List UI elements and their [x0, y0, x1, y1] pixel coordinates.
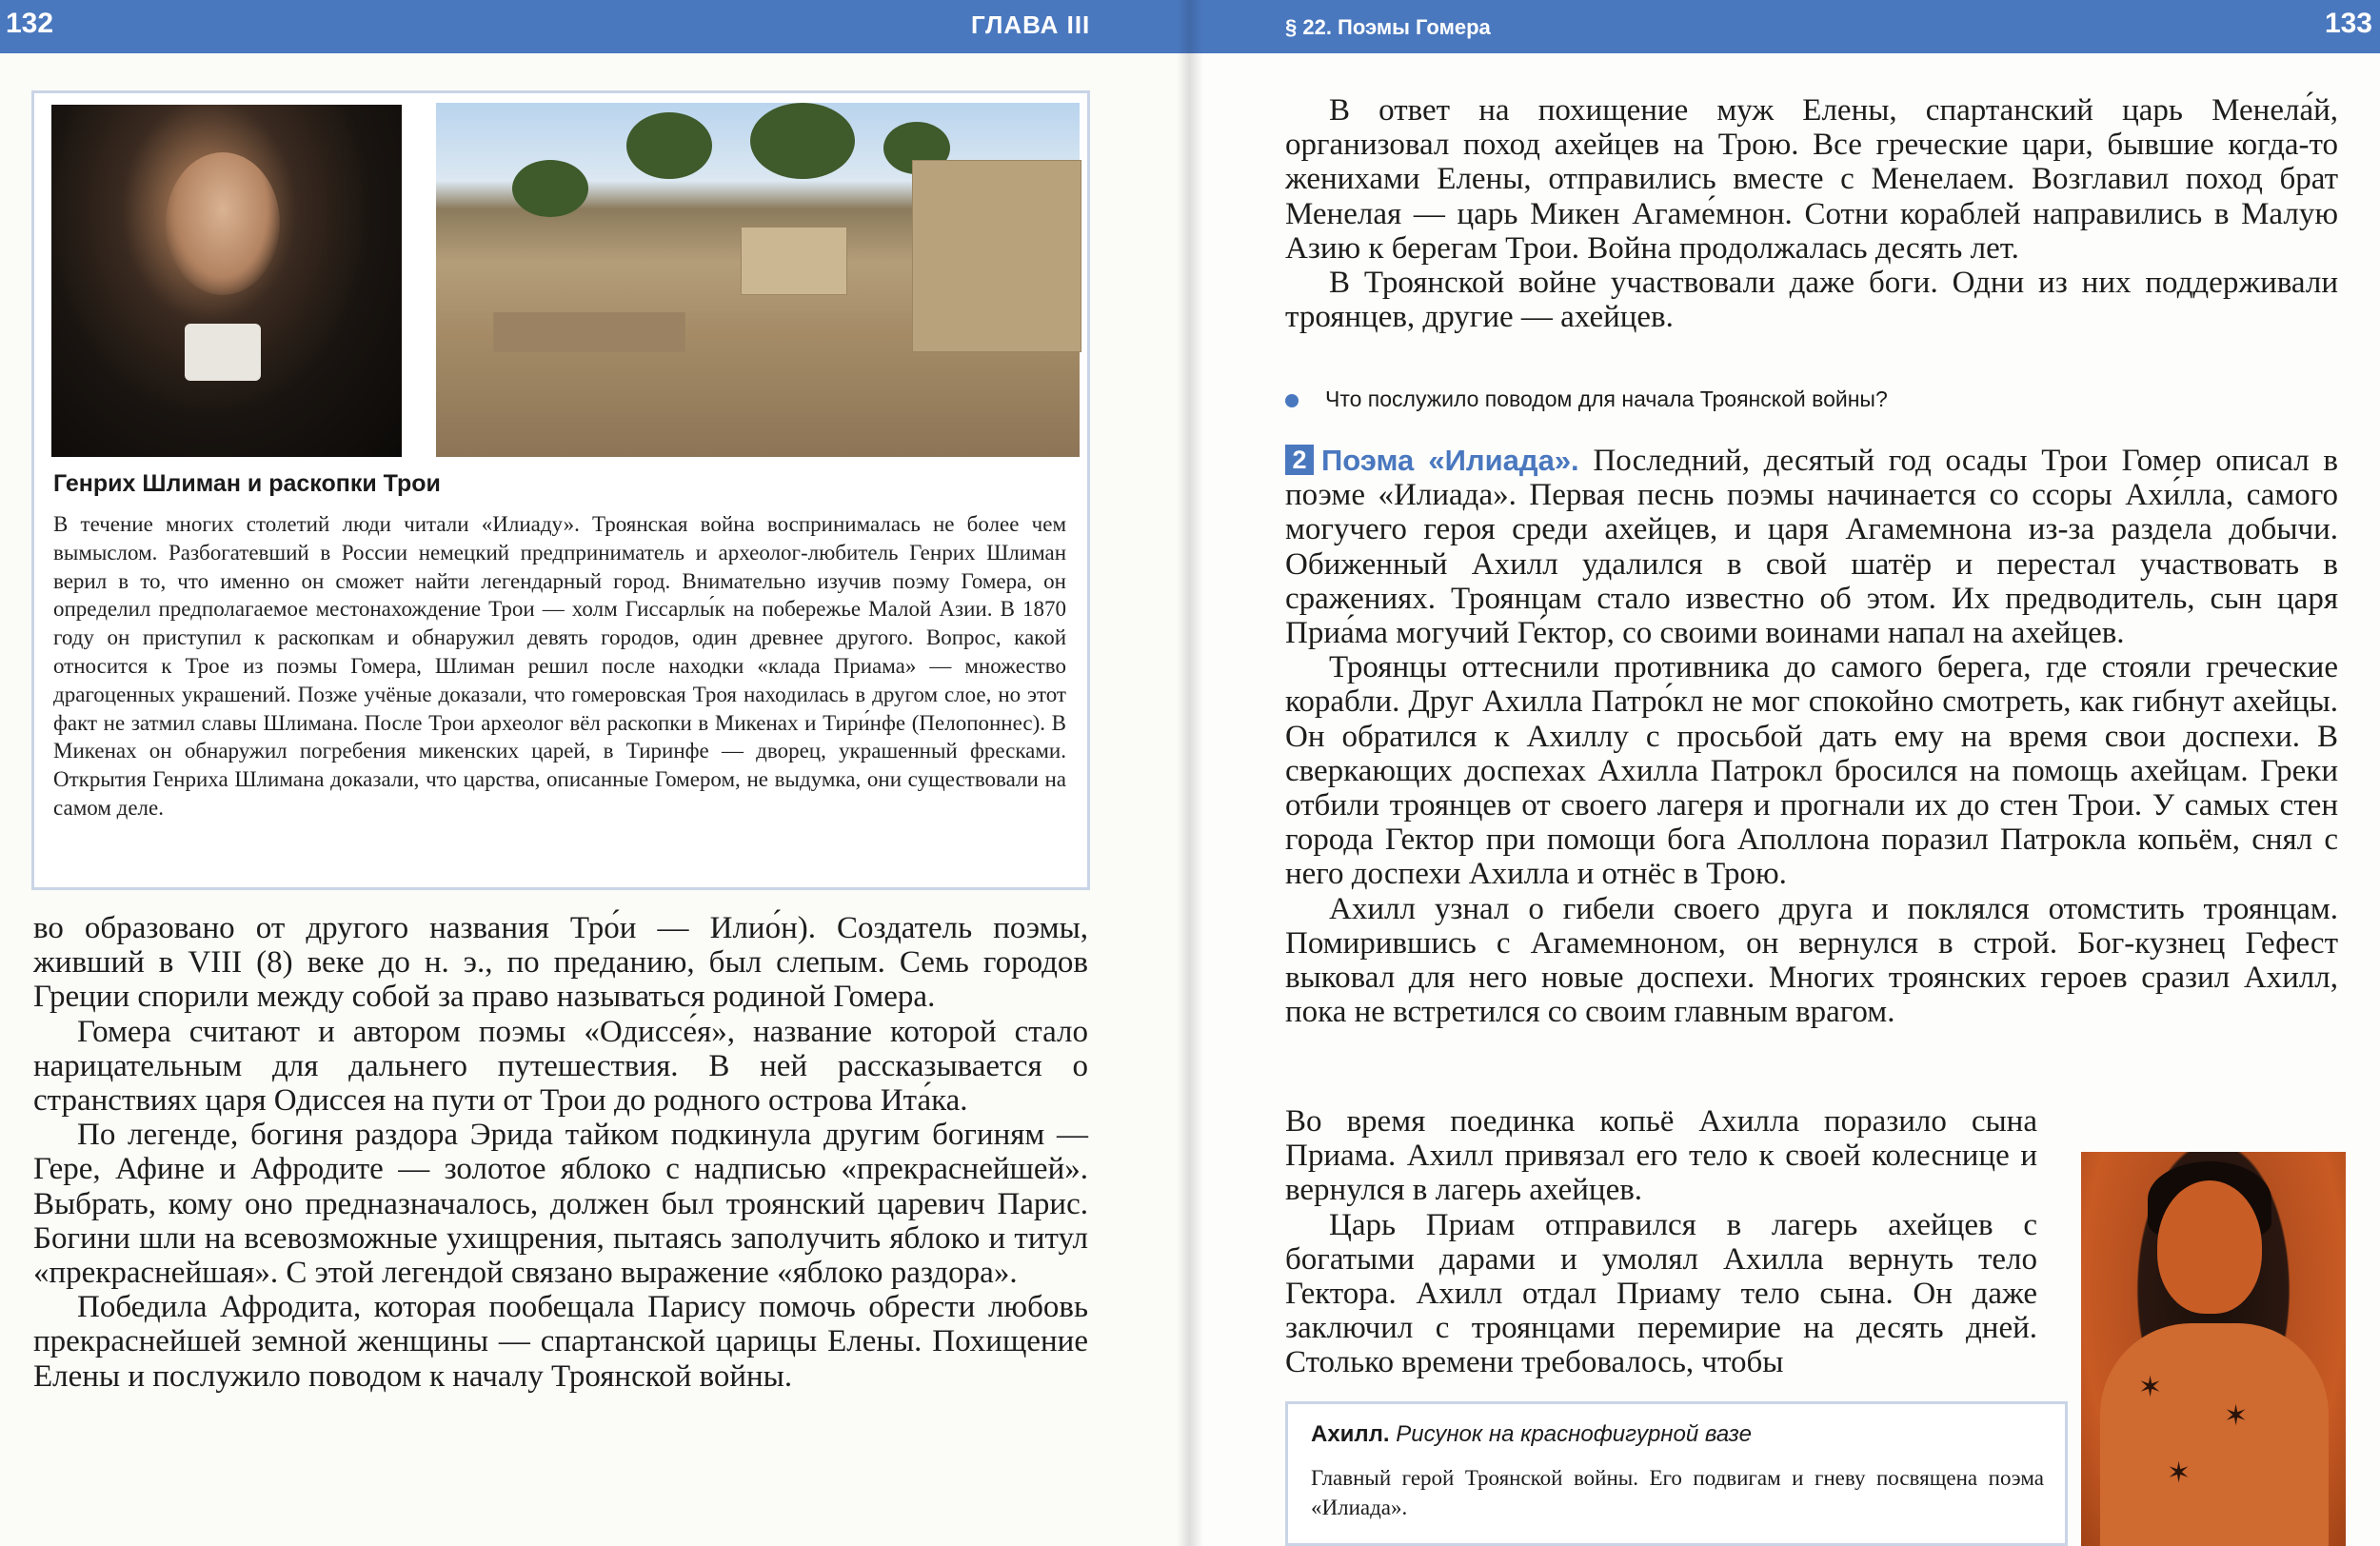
- left-body-text: [33, 911, 1088, 1394]
- star-ornament-icon: ✶: [2138, 1372, 2163, 1403]
- infobox-caption-text: В течение многих столетий люди читали «Илиаду». Троянская война воспринималась не более чем вымыслом. Разбогатевший в России немецкий предприниматель и археолог-любитель Генрих Шлиман верил в то, что именно он сможет найти легендарный город. Внимательно изучив поэму Гомера, он определил предполагаемое местонахождение Трои — холм Гиссарлы́к на побережье Малой Азии. В 1870 году он приступил к раскопкам и обнаружил девять городов, один древнее другого. Вопрос, какой относится к Трое из поэмы Гомера, Шлиман решил после находки «клада Приама» — множество драгоценных украшений. Позже учёные доказали, что гомеровская Троя находилась в другом слое, но этот факт не затмил славы Шлимана. После Трои археолог вёл раскопки в Микенах и Тири́нфе (Пелопоннес). В Микенах он обнаружил погребения микенских царей, в Тиринфе — дворец, украшенный фресками. Открытия Генриха Шлимана доказали, что царства, описанные Гомером, не выдумка, они существовали на самом деле.: [53, 512, 1066, 820]
- portrait-face: [166, 152, 280, 295]
- paragraph: Во время поединка копьё Ахилла поразило сына Приама. Ахилл привязал его тело к своей колеснице и вернулся в лагерь ахейцев.: [1285, 1104, 2037, 1208]
- paragraph: В ответ на похищение муж Елены, спартанский царь Менела́й, организовал поход ахейцев на Трою. Все греческие цари, бывшие когда-то женихами Елены, отправились вместе с Менелаем. Возглавил поход брат Менелая — царь Микен Агаме́мнон. Сотни кораблей направились в Малую Азию к берегам Трои. Война продолжалась десять лет.: [1285, 93, 2338, 266]
- vase-figure-body: [2100, 1323, 2329, 1546]
- paragraph: Ахилл узнал о гибели своего друга и поклялся отомстить троянцам. Помирившись с Агамемноном, он вернулся в строй. Бог-кузнец Гефест выковал для него новые доспехи. Многих троянских героев сразил Ахилл, пока не встретился со своим главным врагом.: [1285, 891, 2338, 1030]
- ruin-wall: [493, 312, 685, 352]
- paragraph: во образовано от другого названия Тро́и — Илио́н). Создатель поэмы, живший в VIII (8) веке до н. э., по преданию, был слепым. Семь городов Греции спорили между собой за право называться родиной Гомера.: [33, 911, 1088, 1015]
- section2-lead-text: Последний, десятый год осады Трои Гомер описал в поэме «Илиада». Первая песнь поэмы начинается со ссоры Ахи́лла, самого могучего героя среди ахейцев, и царя Агамемнона из-за раздела добычи. Обиженный Ахилл удалился в свой шатёр и перестал участвовать в сражениях. Троянцам стало известно об этом. Их предводитель, сын царя Приа́ма могучий Ге́ктор, со своими воинами напал на ахейцев.: [1285, 444, 2339, 651]
- infobox-caption-title: Генрих Шлиман и раскопки Трои: [53, 470, 441, 497]
- section2-title: Поэма «Илиада».: [1321, 444, 1579, 477]
- bullet-icon: [1285, 394, 1299, 407]
- right-page: [1190, 0, 2380, 1546]
- paragraph: В Троянской войне участвовали даже боги. Одни из них поддерживали троянцев, другие — ахейцев.: [1285, 266, 2338, 335]
- paragraph: Троянцы оттеснили противника до самого берега, где стояли греческие корабли. Друг Ахилла Патро́кл не мог спокойно смотреть, как гибнут ахейцы. Он обратился к Ахиллу с просьбой дать ему на время свои доспехи. В сверкающих доспехах Ахилла Патрокл бросился на помощь ахейцам. Греки отбили троянцев от своего лагеря и прогнали их до стен Трои. У самых стен города Гектор при помощи бога Аполлона поразил Патрокла копьём, снял с него доспехи Ахилла и отнёс в Трою.: [1285, 650, 2338, 892]
- question-text: Что послужило поводом для начала Троянской войны?: [1325, 386, 1888, 411]
- ruin-wall: [741, 227, 847, 295]
- star-ornament-icon: ✶: [2167, 1457, 2192, 1489]
- schliemann-portrait: [51, 105, 402, 457]
- book-gutter: [1177, 0, 1203, 1546]
- section-lead-paragraph: [1285, 444, 2338, 650]
- troy-ruins-photo: [436, 103, 1080, 457]
- tree: [512, 160, 588, 217]
- star-ornament-icon: ✶: [2224, 1400, 2249, 1432]
- right-page-number: 133: [2324, 8, 2372, 39]
- review-question: [1285, 386, 2332, 412]
- left-page-header: [0, 0, 1190, 53]
- left-page-number: 132: [6, 8, 54, 39]
- ruin-wall: [912, 160, 1081, 352]
- iliad-section: [1285, 444, 2338, 1029]
- vase-caption-text: Главный герой Троянской войны. Его подвигам и гневу посвящена поэма «Илиада».: [1311, 1466, 2044, 1519]
- right-page-header: [1190, 0, 2380, 53]
- paragraph: Царь Приам отправился в лагерь ахейцев с богатыми дарами и умолял Ахилла вернуть тело Гектора. Ахилл отдал Приаму тело сына. Он даже заключил с троянцами перемирие на десять дней. Столько времени требовалось, чтобы: [1285, 1207, 2037, 1380]
- achilles-vase-image: [2081, 1152, 2346, 1546]
- section-title: § 22. Поэмы Гомера: [1285, 15, 1491, 39]
- right-narrow-text: [1285, 1104, 2037, 1380]
- vase-caption-title: [1311, 1421, 1752, 1448]
- right-top-text: [1285, 93, 2338, 334]
- tree: [626, 112, 712, 179]
- vase-caption-italic: Рисунок на краснофигурной вазе: [1396, 1421, 1752, 1447]
- schliemann-infobox: [31, 90, 1090, 890]
- section-number-badge: 2: [1285, 445, 1314, 475]
- vase-figure-head: [2157, 1180, 2262, 1314]
- paragraph: Победила Афродита, которая пообещала Парису помочь обрести любовь прекраснейшей земной женщины — спартанской царицы Елены. Похищение Елены и послужило поводом к началу Троянской войны.: [33, 1290, 1088, 1394]
- vase-caption-bold: Ахилл.: [1311, 1421, 1390, 1447]
- portrait-collar: [185, 324, 261, 381]
- chapter-title: ГЛАВА III: [971, 10, 1091, 39]
- tree: [750, 103, 855, 179]
- vase-caption-box: [1285, 1401, 2068, 1546]
- paragraph: По легенде, богиня раздора Эрида тайком подкинула другим богиням — Гере, Афине и Афродите — золотое яблоко с надписью «прекраснейшей». Выбрать, кому оно предназначалось, должен был троянский царевич Парис. Богини шли на всевозможные ухищрения, пытаясь заполучить яблоко и титул «прекраснейшая». С этой легендой связано выражение «яблоко раздора».: [33, 1118, 1088, 1291]
- paragraph: Гомера считают и автором поэмы «Одиссе́я», название которой стало нарицательным для дальнего путешествия. В ней рассказывается о странствиях царя Одиссея на пути от Трои до родного острова Ита́ка.: [33, 1014, 1088, 1119]
